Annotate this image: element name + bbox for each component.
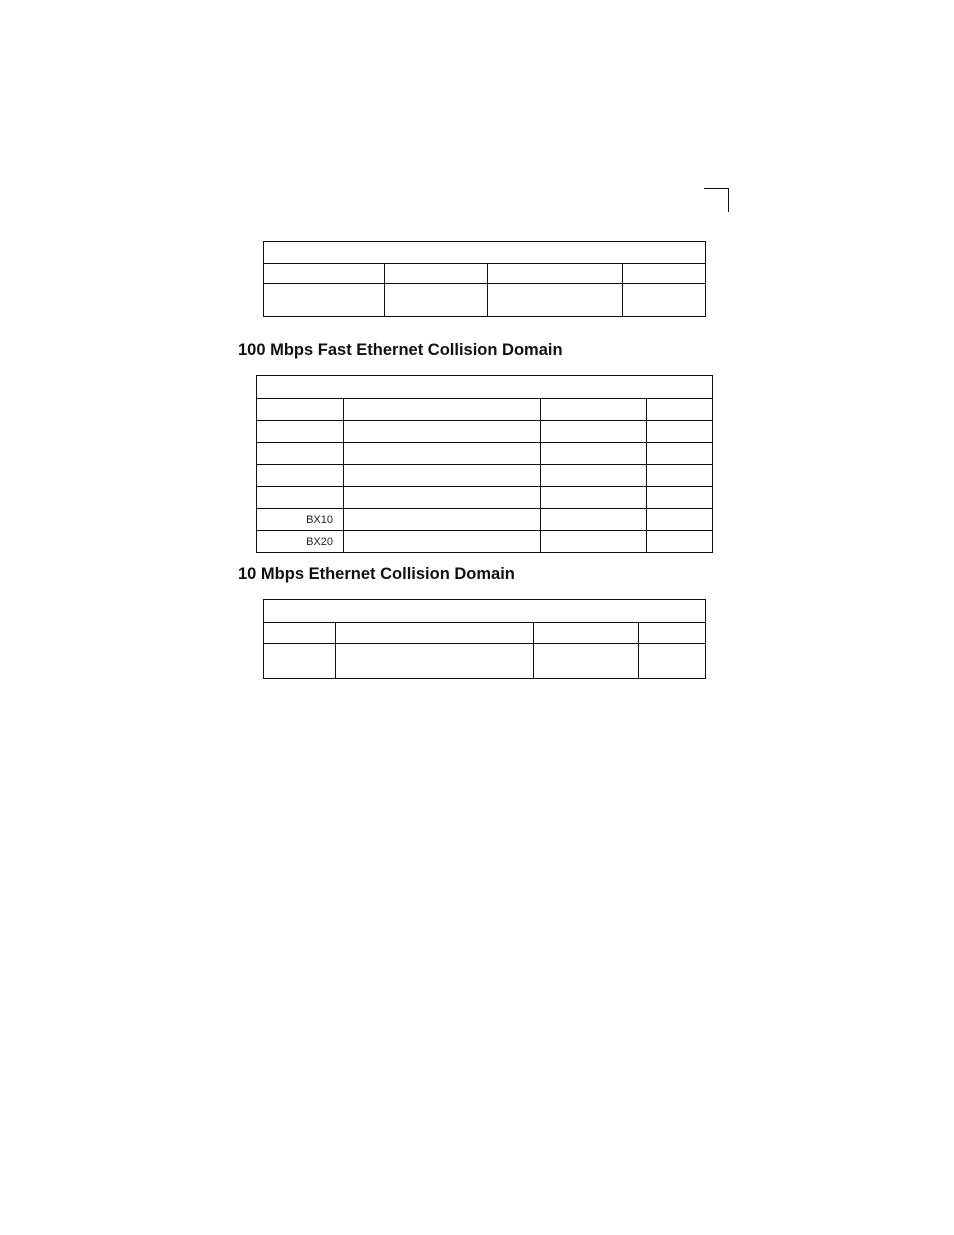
table-cell <box>344 509 541 531</box>
row-label <box>257 399 344 421</box>
table-row <box>264 644 706 679</box>
table-row <box>257 443 713 465</box>
table-cell <box>385 284 488 317</box>
ethernet-heading: 10 Mbps Ethernet Collision Domain <box>238 565 515 583</box>
table-cell <box>541 531 647 553</box>
table-cell <box>264 644 336 679</box>
table-cell <box>647 421 713 443</box>
ethernet-table <box>263 599 706 679</box>
table-cell <box>639 644 706 679</box>
table-cell <box>264 623 336 644</box>
table-cell <box>647 399 713 421</box>
row-label <box>257 443 344 465</box>
fast-ethernet-heading: 100 Mbps Fast Ethernet Collision Domain <box>238 341 563 359</box>
table-title-row <box>264 242 706 264</box>
table-cell <box>344 531 541 553</box>
table-cell <box>541 509 647 531</box>
table-cell <box>344 421 541 443</box>
table-cell <box>336 644 534 679</box>
table-title-cell <box>264 600 706 623</box>
table-row <box>257 487 713 509</box>
table-cell <box>647 531 713 553</box>
table-cell <box>623 284 706 317</box>
row-label-bx20: BX20 <box>257 531 344 553</box>
table-header-row <box>264 264 706 284</box>
table-cell <box>264 284 385 317</box>
table-row <box>257 465 713 487</box>
table-cell <box>647 509 713 531</box>
table-cell <box>344 465 541 487</box>
table-cell <box>541 421 647 443</box>
table-cell <box>541 399 647 421</box>
table-title-cell <box>257 376 713 399</box>
table-cell <box>647 465 713 487</box>
fast-ethernet-table <box>256 375 713 553</box>
table-cell <box>344 399 541 421</box>
table-cell <box>647 487 713 509</box>
table-cell <box>488 264 623 284</box>
table-row <box>264 284 706 317</box>
table-title-row <box>257 376 713 399</box>
table-title-cell <box>264 242 706 264</box>
top-spec-table <box>263 241 706 317</box>
row-label <box>257 421 344 443</box>
table-cell <box>488 284 623 317</box>
table-cell <box>385 264 488 284</box>
table-row <box>257 509 713 531</box>
table-cell <box>541 465 647 487</box>
table-cell <box>647 443 713 465</box>
table-row <box>257 421 713 443</box>
table-row <box>257 531 713 553</box>
table-cell <box>344 487 541 509</box>
row-label <box>257 465 344 487</box>
table-cell <box>639 623 706 644</box>
table-cell <box>336 623 534 644</box>
crop-mark <box>704 188 729 212</box>
table-cell <box>541 487 647 509</box>
table-cell <box>534 644 639 679</box>
table-header-row <box>257 399 713 421</box>
table-cell <box>541 443 647 465</box>
table-title-row <box>264 600 706 623</box>
table-header-row <box>264 623 706 644</box>
row-label <box>257 487 344 509</box>
table-cell <box>264 264 385 284</box>
table-cell <box>623 264 706 284</box>
row-label-bx10: BX10 <box>257 509 344 531</box>
table-cell <box>534 623 639 644</box>
table-cell <box>344 443 541 465</box>
